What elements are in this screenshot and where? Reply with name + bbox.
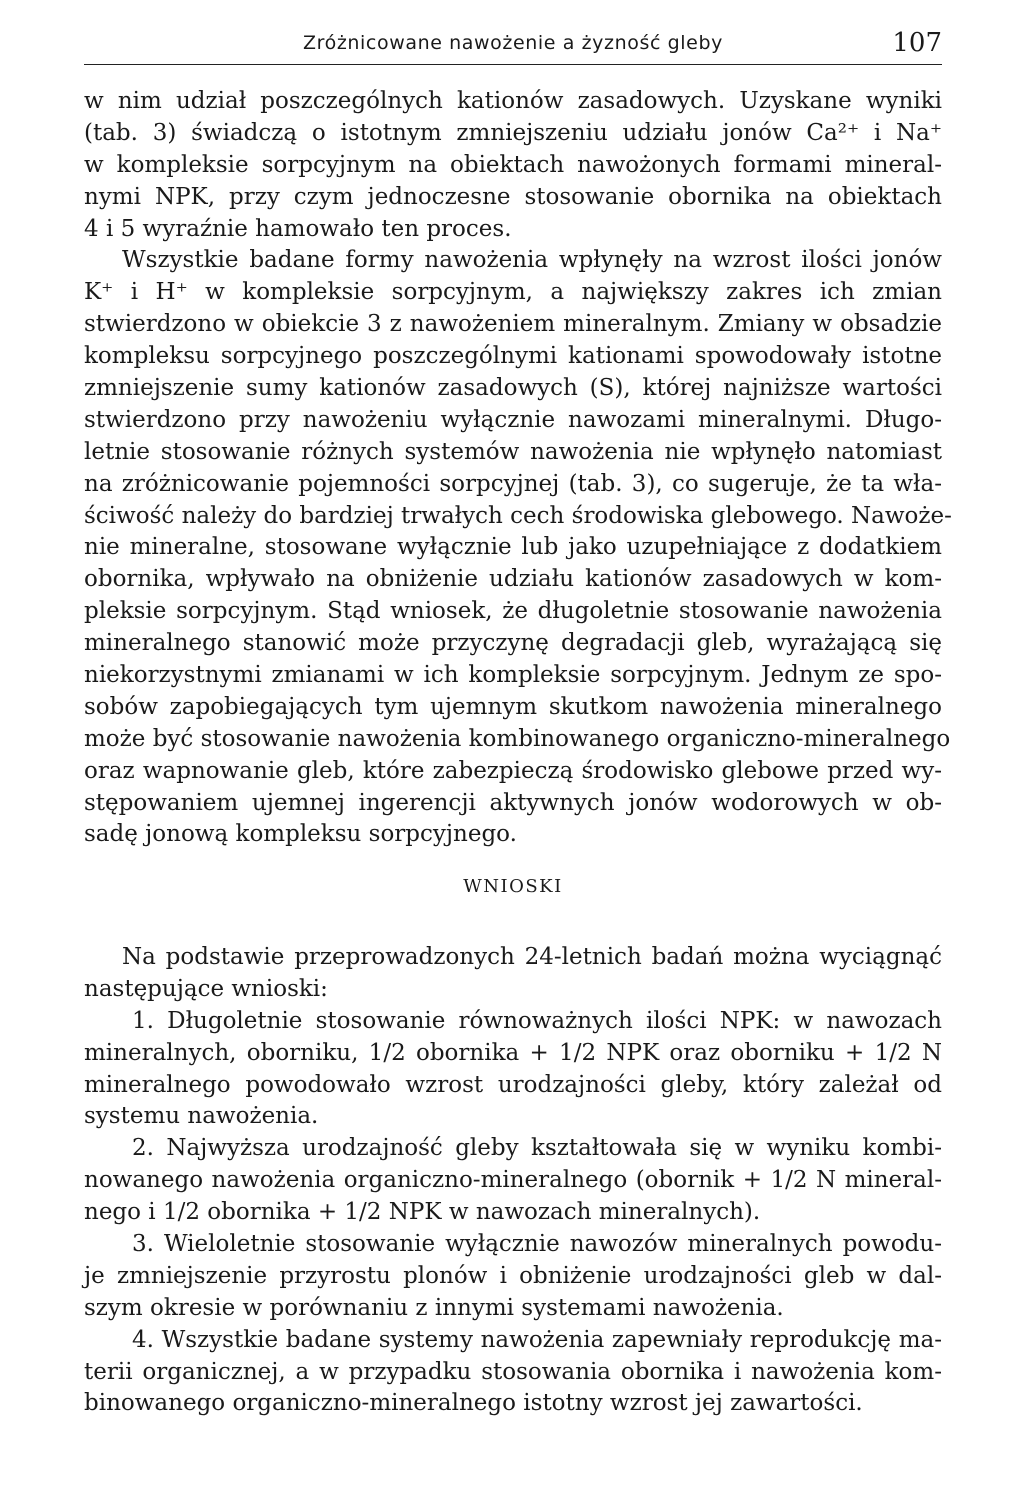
- text-line: Wszystkie badane formy nawożenia wpłynęły na wzrost ilości jonów: [122, 247, 942, 274]
- conclusions-list: [84, 942, 942, 1420]
- list-item: 3. Wieloletnie stosowanie wyłącznie nawozów mineralnych powodu-: [132, 1231, 942, 1258]
- text-line: na zróżnicowanie pojemności sorpcyjnej (tab. 3), co sugeruje, że ta wła-: [84, 470, 942, 497]
- text-line: systemu nawożenia.: [84, 1103, 319, 1130]
- list-item: 4. Wszystkie badane systemy nawożenia zapewniały reprodukcję ma-: [132, 1326, 942, 1353]
- running-title: Zróżnicowane nawożenie a żyzność gleby: [303, 32, 723, 54]
- page-number: 107: [892, 28, 942, 58]
- list-item: 1. Długoletnie stosowanie równoważnych ilości NPK: w nawozach: [132, 1007, 942, 1034]
- body-paragraphs: [84, 86, 952, 851]
- text-line: stwierdzono w obiekcie 3 z nawożeniem mineralnym. Zmiany w obsadzie: [84, 311, 942, 338]
- section-heading: WNIOSKI: [463, 876, 563, 897]
- text-line: Na podstawie przeprowadzonych 24-letnich badań można wyciągnąć: [122, 944, 942, 970]
- text-line: je zmniejszenie przyrostu plonów i obniżenie urodzajności gleb w dal-: [84, 1262, 942, 1289]
- text-line: mineralnego powodowało wzrost urodzajności gleby, który zależał od: [84, 1071, 942, 1098]
- text-line: mineralnego stanowić może przyczynę degradacji gleb, wyrażającą się: [84, 630, 942, 657]
- text-line: nego i 1/2 obornika + 1/2 NPK w nawozach mineralnych).: [84, 1199, 761, 1226]
- text-line: oraz wapnowanie gleb, które zabezpieczą środowisko glebowe przed wy-: [84, 757, 942, 784]
- text-line: szym okresie w porównaniu z innymi systemami nawożenia.: [84, 1294, 784, 1321]
- text-line: sadę jonową kompleksu sorpcyjnego.: [84, 821, 517, 848]
- text-line: binowanego organiczno-mineralnego istotny wzrost jej zawartości.: [84, 1390, 863, 1417]
- text-line: nowanego nawożenia organiczno-mineralnego (obornik + 1/2 N mineral-: [84, 1167, 942, 1194]
- text-line: następujące wnioski:: [84, 975, 328, 1002]
- text-line: sobów zapobiegających tym ujemnym skutkom nawożenia mineralnego: [84, 693, 942, 720]
- list-item: 2. Najwyższa urodzajność gleby kształtowała się w wyniku kombi-: [132, 1135, 942, 1162]
- text-line: stwierdzono przy nawożeniu wyłącznie nawozami mineralnymi. Długo-: [84, 406, 942, 433]
- text-line: (tab. 3) świadczą o istotnym zmniejszeniu udziału jonów Ca²⁺ i Na⁺: [84, 119, 942, 146]
- text-line: w nim udział poszczególnych kationów zasadowych. Uzyskane wyniki: [84, 88, 942, 114]
- text-line: K⁺ i H⁺ w kompleksie sorpcyjnym, a największy zakres ich zmian: [84, 279, 942, 306]
- text-line: stępowaniem ujemnej ingerencji aktywnych jonów wodorowych w ob-: [84, 789, 942, 816]
- text-line: w kompleksie sorpcyjnym na obiektach nawożonych formami mineral-: [84, 151, 942, 178]
- text-line: ściwość należy do bardziej trwałych cech środowiska glebowego. Nawoże-: [84, 502, 952, 529]
- text-line: nie mineralne, stosowane wyłącznie lub jako uzupełniające z dodatkiem: [84, 534, 942, 561]
- text-line: pleksie sorpcyjnym. Stąd wniosek, że długoletnie stosowanie nawożenia: [84, 598, 942, 625]
- text-line: letnie stosowanie różnych systemów nawożenia nie wpłynęło natomiast: [84, 438, 942, 465]
- text-line: 4 i 5 wyraźnie hamowało ten proces.: [84, 215, 512, 242]
- text-line: niekorzystnymi zmianami w ich kompleksie sorpcyjnym. Jednym ze spo-: [84, 662, 942, 689]
- text-line: nymi NPK, przy czym jednoczesne stosowanie obornika na obiektach: [84, 183, 942, 210]
- running-header: [84, 28, 942, 65]
- text-line: kompleksu sorpcyjnego poszczególnymi kationami spowodowały istotne: [84, 343, 942, 370]
- text-line: mineralnych, oborniku, 1/2 obornika + 1/2 NPK oraz oborniku + 1/2 N: [84, 1039, 942, 1066]
- text-line: terii organicznej, a w przypadku stosowania obornika i nawożenia kom-: [84, 1358, 942, 1385]
- text-line: może być stosowanie nawożenia kombinowanego organiczno-mineralnego: [84, 725, 951, 752]
- text-line: zmniejszenie sumy kationów zasadowych (S), której najniższe wartości: [84, 375, 942, 402]
- text-line: obornika, wpływało na obniżenie udziału kationów zasadowych w kom-: [84, 566, 942, 593]
